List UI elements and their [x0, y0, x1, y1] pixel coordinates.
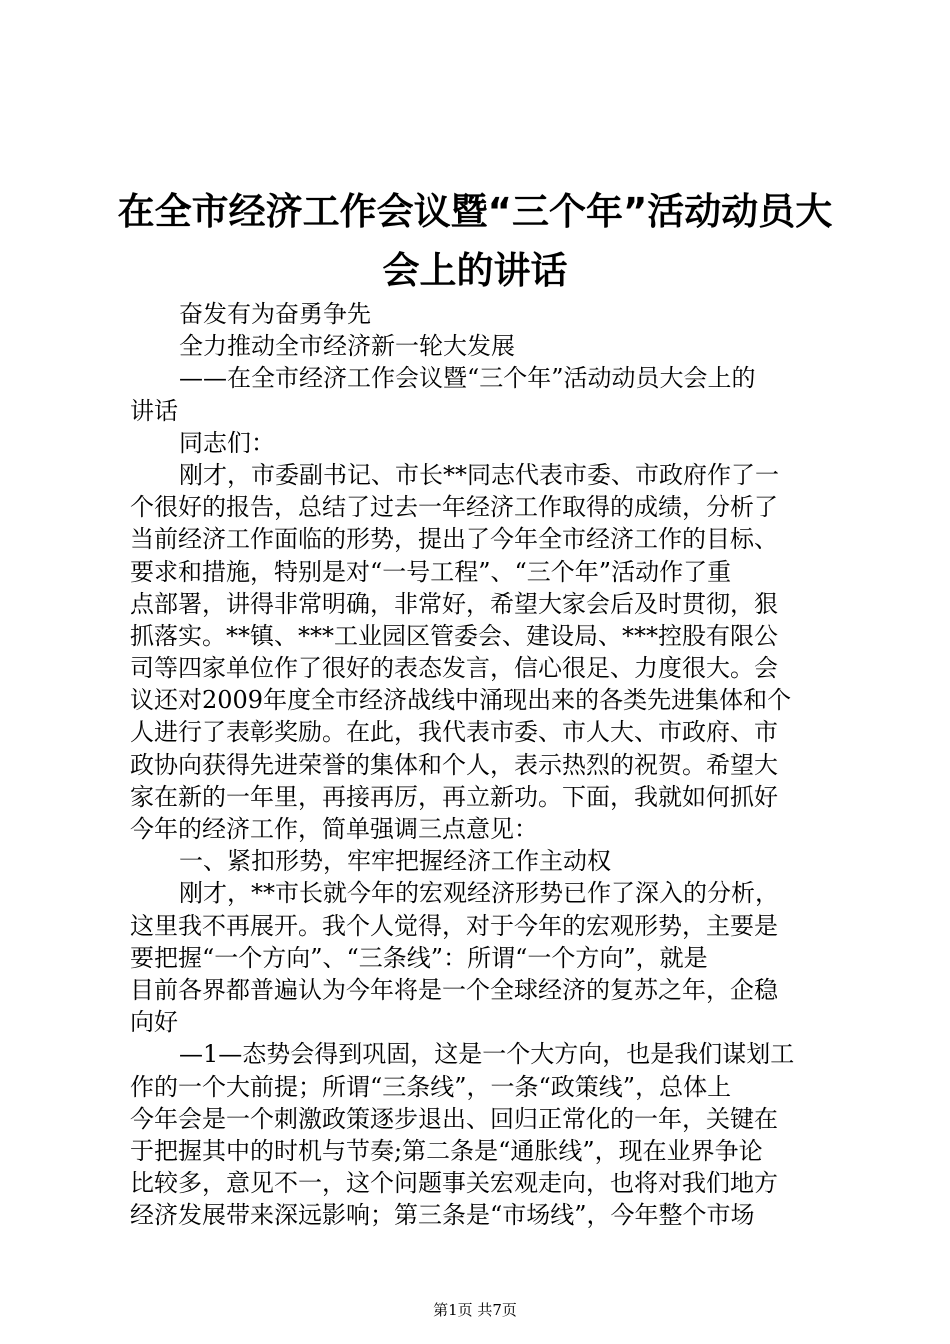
body-line: 抓落实。**镇、***工业园区管委会、建设局、***控股有限公 — [130, 621, 778, 650]
body-line: 点部署，讲得非常明确，非常好，希望大家会后及时贯彻，狠 — [130, 589, 778, 618]
body-line: 向好 — [130, 1008, 178, 1037]
body-line: 经济发展带来深远影响；第三条是“市场线”，今年整个市场 — [130, 1201, 755, 1230]
body-line: 刚才，**市长就今年的宏观经济形势已作了深入的分析， — [179, 879, 779, 908]
body-line: 议还对2009年度全市经济战线中涌现出来的各类先进集体和个 — [130, 686, 792, 715]
body-line: 比较多，意见不一，这个问题事关宏观走向，也将对我们地方 — [130, 1169, 778, 1198]
body-line: 奋发有为奋勇争先 — [179, 300, 371, 328]
body-line: 要把握“一个方向”、“三条线”：所谓“一个方向”，就是 — [130, 943, 708, 972]
body-line: 作的一个大前提；所谓“三条线”，一条“政策线”，总体上 — [130, 1072, 732, 1101]
body-line: 政协向获得先进荣誉的集体和个人，表示热烈的祝贺。希望大 — [130, 750, 778, 779]
body-line: 当前经济工作面临的形势，提出了今年全市经济工作的目标、 — [130, 525, 778, 554]
body-line: 全力推动全市经济新一轮大发展 — [179, 332, 515, 361]
body-line: 刚才，市委副书记、市长**同志代表市委、市政府作了一 — [179, 460, 779, 489]
document-title-line-1: 在全市经济工作会议暨“三个年”活动动员大 — [117, 190, 833, 233]
body-line: 司等四家单位作了很好的表态发言，信心很足、力度很大。会 — [130, 654, 778, 683]
body-line: 目前各界都普遍认为今年将是一个全球经济的复苏之年，企稳 — [130, 975, 778, 1004]
body-line: 一、紧扣形势，牢牢把握经济工作主动权 — [179, 847, 611, 876]
body-line: 个很好的报告，总结了过去一年经济工作取得的成绩，分析了 — [130, 493, 778, 522]
body-line: ——在全市经济工作会议暨“三个年”活动动员大会上的 — [179, 364, 756, 393]
body-line: 今年的经济工作，简单强调三点意见： — [130, 815, 538, 843]
page-footer: 第1页 共7页 — [433, 1301, 517, 1319]
body-line: 这里我不再展开。我个人觉得，对于今年的宏观形势，主要是 — [130, 911, 778, 940]
body-line: 今年会是一个刺激政策逐步退出、回归正常化的一年，关键在 — [130, 1104, 778, 1133]
body-line: 于把握其中的时机与节奏;第二条是“通胀线”，现在业界争论 — [130, 1136, 763, 1165]
body-line: 家在新的一年里，再接再厉，再立新功。下面，我就如何抓好 — [130, 782, 778, 811]
document-title-line-2: 会上的讲话 — [382, 249, 568, 292]
body-line: —1—态势会得到巩固，这是一个大方向，也是我们谋划工 — [179, 1040, 795, 1069]
body-line: 讲话 — [130, 396, 178, 425]
body-line: 人进行了表彰奖励。在此，我代表市委、市人大、市政府、市 — [130, 718, 778, 747]
document-body — [130, 298, 830, 1231]
body-line: 要求和措施，特别是对“一号工程”、“三个年”活动作了重 — [130, 557, 732, 586]
body-line: 同志们： — [179, 428, 275, 457]
